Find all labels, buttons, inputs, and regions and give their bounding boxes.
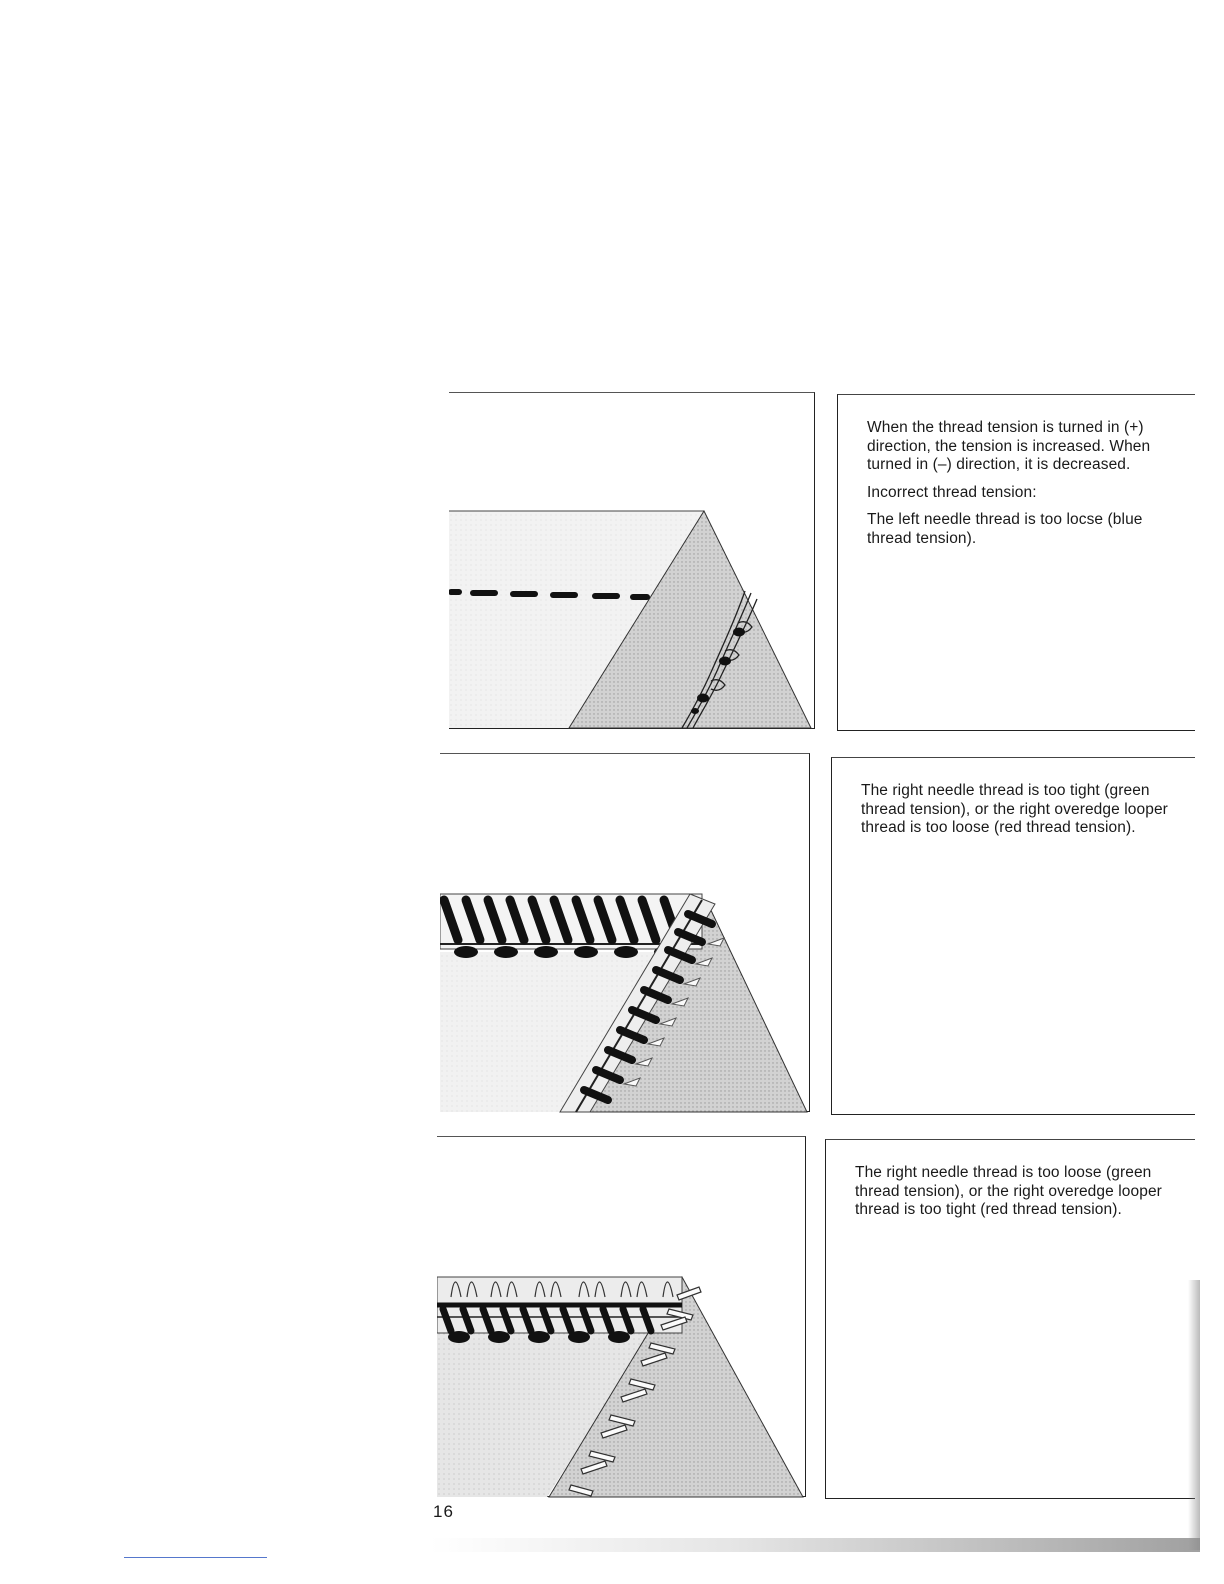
stitch-illustration-right-needle-tight xyxy=(440,754,810,1113)
right-needle-tight-paragraph: The right needle thread is too tight (green thread tension), or the right overedge looper thread is too loose (red thread tension). xyxy=(861,782,1168,836)
text-panel-2 xyxy=(831,757,1195,1115)
incorrect-tension-heading: Incorrect thread tension: xyxy=(867,483,1037,501)
text-panel-3 xyxy=(825,1139,1195,1499)
illustration-panel-3 xyxy=(437,1136,806,1497)
tension-direction-paragraph: When the thread tension is turned in (+) direction, the tension is increased. When turned in (–) direction, it is decreased. xyxy=(867,419,1151,473)
left-needle-loose-paragraph: The left needle thread is too locse (blue thread tension). xyxy=(867,511,1143,547)
page-number: 16 xyxy=(433,1502,454,1521)
stitch-illustration-left-needle-loose xyxy=(449,393,815,730)
text-panel-1 xyxy=(837,394,1195,731)
scan-shadow xyxy=(430,1538,1200,1552)
stitch-illustration-right-needle-loose xyxy=(437,1137,806,1498)
illustration-panel-2 xyxy=(440,753,810,1112)
illustration-panel-1 xyxy=(449,392,815,729)
scan-rule-line xyxy=(124,1557,267,1558)
right-needle-loose-paragraph: The right needle thread is too loose (green thread tension), or the right overedge looper thread is too tight (red thread tension). xyxy=(855,1164,1162,1218)
scan-edge-shadow xyxy=(1188,1280,1200,1550)
